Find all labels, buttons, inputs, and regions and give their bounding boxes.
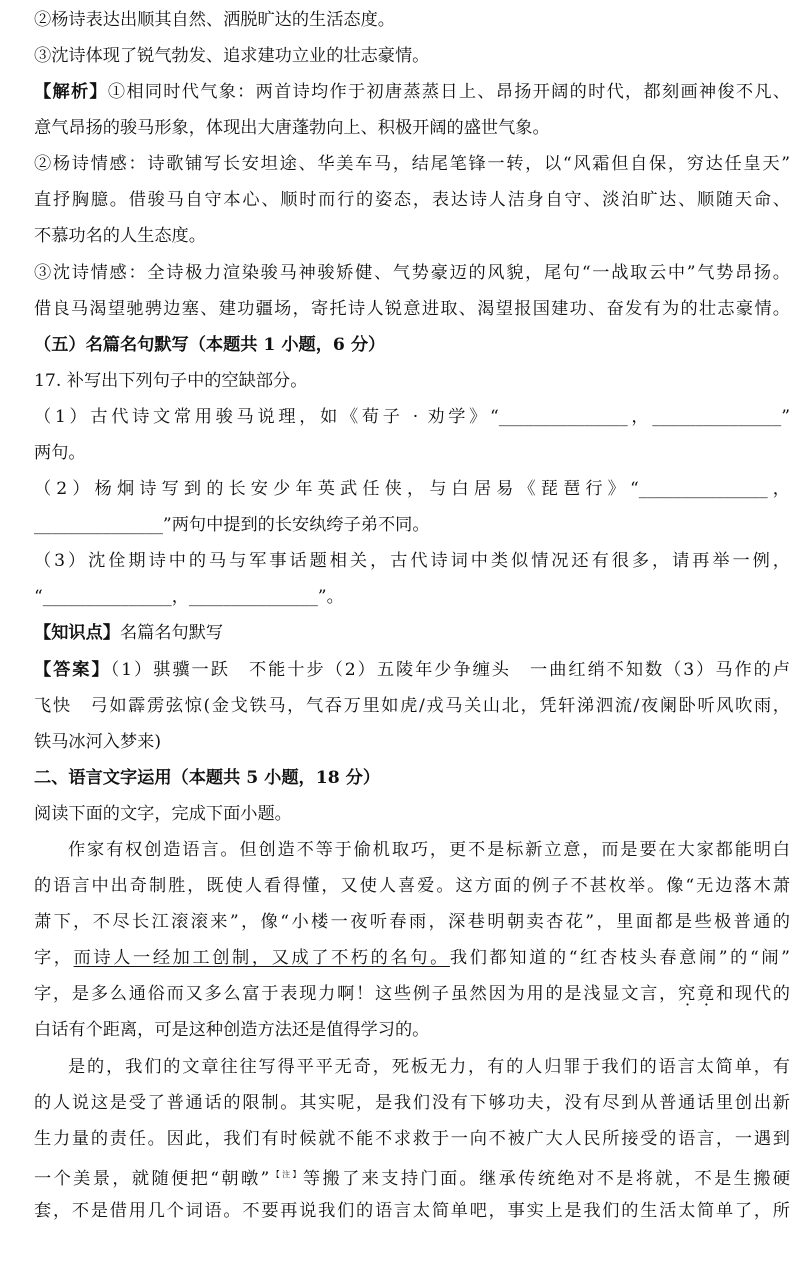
passage-p1-line-3: 萧下，不尽长江滚滚来”，像“小楼一夜听春雨，深巷明朝卖杏花”，里面都是些极普通的 xyxy=(34,912,790,932)
answer-line-3: 铁马冰河入梦来) xyxy=(34,732,162,752)
passage-p1-line-6: 白话有个距离，可是这种创造方法还是值得学习的。 xyxy=(34,1020,430,1040)
footnote-marker: 【注】 xyxy=(269,1170,303,1179)
question-17-part-1: （1）古代诗文常用骏马说理，如《荀子 · 劝学》“_______________，_______________” xyxy=(34,407,790,427)
reading-instruction: 阅读下面的文字，完成下面小题。 xyxy=(34,804,292,824)
answer-line-2: 飞快 弓如霹雳弦惊(金戈铁马，气吞万里如虎/戎马关山北，凭轩涕泗流/夜阑卧听风吹雨， xyxy=(34,696,790,716)
knowledge-point-tag: 【知识点】 xyxy=(34,623,120,643)
passage-text: 我们都知道的“红杏枝头春意闹”的“闹” xyxy=(449,948,790,968)
passage-p1-line-5 xyxy=(34,982,790,1006)
passage-p1-line-1: 作家有权创造语言。但创造不等于偷机取巧，更不是标新立意，而是要在大家都能明白 xyxy=(68,840,790,860)
explanation-text: ①相同时代气象：两首诗均作于初唐蒸蒸日上、昂扬开阔的时代，都刻画神俊不凡、 xyxy=(107,82,790,102)
underlined-sentence: 而诗人一经加工创制，又成了不朽的名句。 xyxy=(73,948,450,968)
knowledge-point-text: 名篇名句默写 xyxy=(119,623,224,643)
explanation-line-6: ③沈诗情感：全诗极力渲染骏马神骏矫健、气势豪迈的风貌，尾句“一战取云中”气势昂扬。 xyxy=(34,263,790,283)
question-17-part-2-end: _______________”两句中提到的长安纨绔子弟不同。 xyxy=(34,515,430,535)
analysis-point-2: ②杨诗表达出顺其自然、洒脱旷达的生活态度。 xyxy=(34,10,395,30)
question-17-part-3-blanks: “_______________，_______________”。 xyxy=(34,587,344,607)
passage-text: 等搬了来支持门面。继承传统绝对不是将就，不是生搬硬 xyxy=(302,1169,790,1189)
explanation-line-2: 意气昂扬的骏马形象，体现出大唐蓬勃向上、积极开阔的盛世气象。 xyxy=(34,118,550,138)
passage-p2-line-5: 套，不是借用几个词语。不要再说我们的语言太简单吧，事实上是我们的生活太简单了，所 xyxy=(34,1201,790,1221)
explanation-line-7: 借良马渴望驰骋边塞、建功疆场，寄托诗人锐意进取、渴望报国建功、奋发有为的壮志豪情。 xyxy=(34,299,790,319)
passage-p1-line-4 xyxy=(34,946,790,970)
explanation-line-3: ②杨诗情感：诗歌铺写长安坦途、华美车马，结尾笔锋一转，以“风霜但自保，穷达任皇天” xyxy=(34,154,790,174)
emphasis-dotted-char: 竟 xyxy=(697,984,716,1004)
answer-line-1 xyxy=(34,658,790,682)
passage-p2-line-2: 的人说这是受了普通话的限制。其实呢，是我们没有下够功夫，没有尽到从普通话里创出新 xyxy=(34,1093,790,1113)
knowledge-point xyxy=(34,621,790,645)
passage-text: 和现代的 xyxy=(715,984,790,1004)
passage-text: 字，是多么通俗而又多么富于表现力啊！这些例子虽然因为用的是浅显文言， xyxy=(34,984,679,1004)
passage-p2-line-1: 是的，我们的文章往往写得平平无奇，死板无力，有的人归罪于我们的语言太简单，有 xyxy=(68,1057,790,1077)
passage-text: 一个美景，就随便把“朝暾” xyxy=(34,1169,270,1189)
passage-p1-line-2: 的语言中出奇制胜，既使人看得懂，又使人喜爱。这方面的例子不甚枚举。像“无边落木萧 xyxy=(34,876,790,896)
section-heading-2: 二、语言文字运用（本题共 5 小题，18 分） xyxy=(34,768,381,788)
emphasis-dotted-char: 究 xyxy=(678,984,697,1004)
passage-p2-line-3: 生力量的责任。因此，我们有时候就不能不求救于一向不被广大人民所接受的语言，一遇到 xyxy=(34,1129,790,1149)
answer-tag: 【答案】 xyxy=(34,660,111,680)
passage-text: 字， xyxy=(34,948,74,968)
analysis-point-3: ③沈诗体现了锐气勃发、追求建功立业的壮志豪情。 xyxy=(34,46,430,66)
passage-p2-line-4 xyxy=(34,1163,790,1191)
question-17-part-3: （3）沈佺期诗中的马与军事话题相关，古代诗词中类似情况还有很多，请再举一例， xyxy=(34,551,790,571)
question-17-part-1-end: 两句。 xyxy=(34,443,86,463)
question-17: 17. 补写出下列句子中的空缺部分。 xyxy=(34,371,308,391)
question-17-part-2: （2）杨炯诗写到的长安少年英武任侠，与白居易《琵琶行》“_______________， xyxy=(34,479,790,499)
answer-text: （1）骐骥一跃 不能十步（2）五陵年少争缠头 一曲红绡不知数（3）马作的卢 xyxy=(110,660,790,680)
explanation-line-5: 不慕功名的人生态度。 xyxy=(34,226,206,246)
explanation-line-1 xyxy=(34,80,790,104)
explanation-tag: 【解析】 xyxy=(34,82,108,102)
explanation-line-4: 直抒胸臆。借骏马自守本心、顺时而行的姿态，表达诗人洁身自守、淡泊旷达、顺随天命、 xyxy=(34,190,790,210)
section-heading-5: （五）名篇名句默写（本题共 1 小题，6 分） xyxy=(34,335,386,355)
